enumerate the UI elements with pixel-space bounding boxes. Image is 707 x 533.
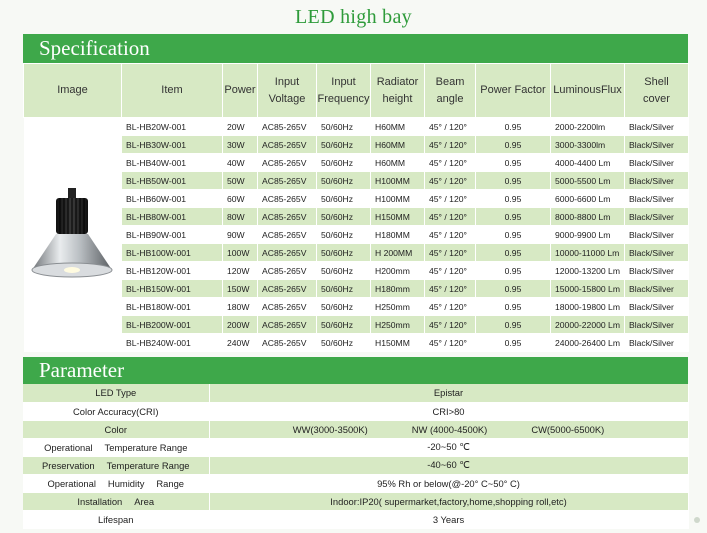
spec-beam-angle: 45° / 120°	[425, 172, 476, 190]
spec-radiator-height: H250mm	[371, 316, 425, 334]
table-row	[24, 334, 689, 352]
spec-item: BL-HB180W-001	[122, 298, 223, 316]
spec-power-factor: 0.95	[476, 172, 551, 190]
header-shell-cover: Shell cover	[625, 64, 689, 118]
spec-power: 180W	[223, 298, 258, 316]
spec-power-factor: 0.95	[476, 118, 551, 136]
param-label: Operational Temperature Range	[23, 438, 209, 456]
spec-item: BL-HB30W-001	[122, 136, 223, 154]
table-row	[24, 154, 689, 172]
spec-frequency: 50/60Hz	[317, 118, 371, 136]
spec-beam-angle: 45° / 120°	[425, 208, 476, 226]
parameter-heading: Parameter	[23, 357, 688, 384]
param-row	[23, 456, 688, 474]
spec-power-factor: 0.95	[476, 226, 551, 244]
spec-luminous-flux: 18000-19800 Lm	[551, 298, 625, 316]
spec-radiator-height: H60MM	[371, 154, 425, 172]
spec-shell-cover: Black/Silver	[625, 226, 689, 244]
spec-item: BL-HB80W-001	[122, 208, 223, 226]
spec-luminous-flux: 6000-6600 Lm	[551, 190, 625, 208]
specification-table	[23, 63, 689, 352]
spec-radiator-height: H150MM	[371, 334, 425, 352]
spec-power: 60W	[223, 190, 258, 208]
table-row	[24, 298, 689, 316]
header-power: Power	[223, 64, 258, 118]
spec-voltage: AC85-265V	[258, 262, 317, 280]
spec-luminous-flux: 20000-22000 Lm	[551, 316, 625, 334]
spec-voltage: AC85-265V	[258, 334, 317, 352]
param-label: Color	[23, 420, 209, 438]
spec-power-factor: 0.95	[476, 154, 551, 172]
spec-beam-angle: 45° / 120°	[425, 244, 476, 262]
product-image-cell	[24, 118, 122, 352]
spec-radiator-height: H200mm	[371, 262, 425, 280]
spec-voltage: AC85-265V	[258, 298, 317, 316]
spec-radiator-height: H150MM	[371, 208, 425, 226]
table-row	[24, 244, 689, 262]
spec-frequency: 50/60Hz	[317, 334, 371, 352]
param-row	[23, 402, 688, 420]
spec-beam-angle: 45° / 120°	[425, 136, 476, 154]
spec-frequency: 50/60Hz	[317, 190, 371, 208]
spec-item: BL-HB50W-001	[122, 172, 223, 190]
spec-item: BL-HB150W-001	[122, 280, 223, 298]
spec-beam-angle: 45° / 120°	[425, 154, 476, 172]
spec-luminous-flux: 3000-3300lm	[551, 136, 625, 154]
spec-frequency: 50/60Hz	[317, 280, 371, 298]
spec-power-factor: 0.95	[476, 262, 551, 280]
spec-voltage: AC85-265V	[258, 280, 317, 298]
spec-frequency: 50/60Hz	[317, 154, 371, 172]
spec-header-row	[24, 64, 689, 118]
spec-luminous-flux: 2000-2200lm	[551, 118, 625, 136]
param-row	[23, 492, 688, 510]
param-row	[23, 438, 688, 456]
spec-power: 150W	[223, 280, 258, 298]
param-value: WW(3000-3500K) NW (4000-4500K) CW(5000-6500K)	[209, 420, 688, 438]
spec-voltage: AC85-265V	[258, 190, 317, 208]
spec-shell-cover: Black/Silver	[625, 316, 689, 334]
spec-luminous-flux: 15000-15800 Lm	[551, 280, 625, 298]
spec-radiator-height: H100MM	[371, 190, 425, 208]
spec-voltage: AC85-265V	[258, 226, 317, 244]
spec-beam-angle: 45° / 120°	[425, 316, 476, 334]
spec-voltage: AC85-265V	[258, 154, 317, 172]
parameter-table	[23, 384, 689, 529]
spec-power: 20W	[223, 118, 258, 136]
spec-shell-cover: Black/Silver	[625, 154, 689, 172]
param-label: Operational Humidity Range	[23, 474, 209, 492]
spec-luminous-flux: 12000-13200 Lm	[551, 262, 625, 280]
spec-radiator-height: H100MM	[371, 172, 425, 190]
spec-power: 40W	[223, 154, 258, 172]
spec-luminous-flux: 4000-4400 Lm	[551, 154, 625, 172]
spec-beam-angle: 45° / 120°	[425, 334, 476, 352]
spec-item: BL-HB90W-001	[122, 226, 223, 244]
spec-frequency: 50/60Hz	[317, 316, 371, 334]
param-label: Color Accuracy(CRI)	[23, 402, 209, 420]
spec-power-factor: 0.95	[476, 280, 551, 298]
table-row	[24, 280, 689, 298]
header-radiator-height: Radiator height	[371, 64, 425, 118]
spec-voltage: AC85-265V	[258, 172, 317, 190]
spec-power-factor: 0.95	[476, 316, 551, 334]
param-label: Installation Area	[23, 492, 209, 510]
header-power-factor: Power Factor	[476, 64, 551, 118]
header-item: Item	[122, 64, 223, 118]
spec-power: 120W	[223, 262, 258, 280]
spec-frequency: 50/60Hz	[317, 298, 371, 316]
spec-shell-cover: Black/Silver	[625, 334, 689, 352]
header-luminous-flux: LuminousFlux	[551, 64, 625, 118]
param-value: 3 Years	[209, 510, 688, 528]
spec-shell-cover: Black/Silver	[625, 136, 689, 154]
spec-beam-angle: 45° / 120°	[425, 298, 476, 316]
param-value: -20~50 ℃	[209, 438, 688, 456]
page-title: LED high bay	[295, 6, 412, 28]
table-row	[24, 136, 689, 154]
spec-item: BL-HB200W-001	[122, 316, 223, 334]
header-beam-angle: Beam angle	[425, 64, 476, 118]
spec-frequency: 50/60Hz	[317, 262, 371, 280]
spec-luminous-flux: 9000-9900 Lm	[551, 226, 625, 244]
spec-item: BL-HB120W-001	[122, 262, 223, 280]
spec-shell-cover: Black/Silver	[625, 190, 689, 208]
param-value: Indoor:IP20( supermarket,factory,home,shopping roll,etc)	[209, 492, 688, 510]
param-label: Lifespan	[23, 510, 209, 528]
spec-luminous-flux: 10000-11000 Lm	[551, 244, 625, 262]
spec-voltage: AC85-265V	[258, 118, 317, 136]
spec-beam-angle: 45° / 120°	[425, 226, 476, 244]
param-label: LED Type	[23, 384, 209, 402]
spec-voltage: AC85-265V	[258, 136, 317, 154]
spec-power-factor: 0.95	[476, 190, 551, 208]
spec-radiator-height: H180MM	[371, 226, 425, 244]
spec-shell-cover: Black/Silver	[625, 244, 689, 262]
spec-shell-cover: Black/Silver	[625, 208, 689, 226]
spec-shell-cover: Black/Silver	[625, 118, 689, 136]
header-input-voltage: Input Voltage	[258, 64, 317, 118]
table-row	[24, 208, 689, 226]
spec-radiator-height: H180mm	[371, 280, 425, 298]
spec-power: 100W	[223, 244, 258, 262]
header-input-frequency: Input Frequency	[317, 64, 371, 118]
spec-voltage: AC85-265V	[258, 208, 317, 226]
spec-radiator-height: H60MM	[371, 118, 425, 136]
spec-power: 80W	[223, 208, 258, 226]
spec-item: BL-HB60W-001	[122, 190, 223, 208]
spec-shell-cover: Black/Silver	[625, 262, 689, 280]
header-image: Image	[24, 64, 122, 118]
spec-beam-angle: 45° / 120°	[425, 262, 476, 280]
spec-beam-angle: 45° / 120°	[425, 190, 476, 208]
spec-shell-cover: Black/Silver	[625, 172, 689, 190]
param-label: Preservation Temperature Range	[23, 456, 209, 474]
spec-shell-cover: Black/Silver	[625, 280, 689, 298]
spec-frequency: 50/60Hz	[317, 208, 371, 226]
spec-power: 30W	[223, 136, 258, 154]
table-row	[24, 118, 689, 136]
spec-radiator-height: H60MM	[371, 136, 425, 154]
spec-power-factor: 0.95	[476, 208, 551, 226]
param-row	[23, 474, 688, 492]
spec-power: 90W	[223, 226, 258, 244]
spec-voltage: AC85-265V	[258, 244, 317, 262]
spec-item: BL-HB40W-001	[122, 154, 223, 172]
specification-heading: Specification	[23, 34, 688, 63]
spec-item: BL-HB240W-001	[122, 334, 223, 352]
table-row	[24, 190, 689, 208]
spec-power: 50W	[223, 172, 258, 190]
spec-power-factor: 0.95	[476, 244, 551, 262]
spec-shell-cover: Black/Silver	[625, 298, 689, 316]
param-row	[23, 420, 688, 438]
spec-power-factor: 0.95	[476, 334, 551, 352]
spec-frequency: 50/60Hz	[317, 226, 371, 244]
param-value: Epistar	[209, 384, 688, 402]
spec-frequency: 50/60Hz	[317, 244, 371, 262]
param-value: 95% Rh or below(@-20° C~50° C)	[209, 474, 688, 492]
spec-frequency: 50/60Hz	[317, 172, 371, 190]
table-row	[24, 316, 689, 334]
spec-luminous-flux: 24000-26400 Lm	[551, 334, 625, 352]
table-row	[24, 226, 689, 244]
spec-item: BL-HB20W-001	[122, 118, 223, 136]
spec-frequency: 50/60Hz	[317, 136, 371, 154]
spec-power: 200W	[223, 316, 258, 334]
spec-power-factor: 0.95	[476, 136, 551, 154]
decorative-dot	[694, 517, 700, 523]
param-row	[23, 384, 688, 402]
param-value: CRI>80	[209, 402, 688, 420]
spec-luminous-flux: 8000-8800 Lm	[551, 208, 625, 226]
spec-beam-angle: 45° / 120°	[425, 118, 476, 136]
param-value: -40~60 ℃	[209, 456, 688, 474]
spec-power-factor: 0.95	[476, 298, 551, 316]
spec-item: BL-HB100W-001	[122, 244, 223, 262]
spec-voltage: AC85-265V	[258, 316, 317, 334]
spec-power: 240W	[223, 334, 258, 352]
spec-radiator-height: H 200MM	[371, 244, 425, 262]
param-row	[23, 510, 688, 528]
table-row	[24, 262, 689, 280]
spec-radiator-height: H250mm	[371, 298, 425, 316]
high-bay-lamp-icon	[26, 174, 118, 294]
spec-luminous-flux: 5000-5500 Lm	[551, 172, 625, 190]
spec-beam-angle: 45° / 120°	[425, 280, 476, 298]
table-row	[24, 172, 689, 190]
